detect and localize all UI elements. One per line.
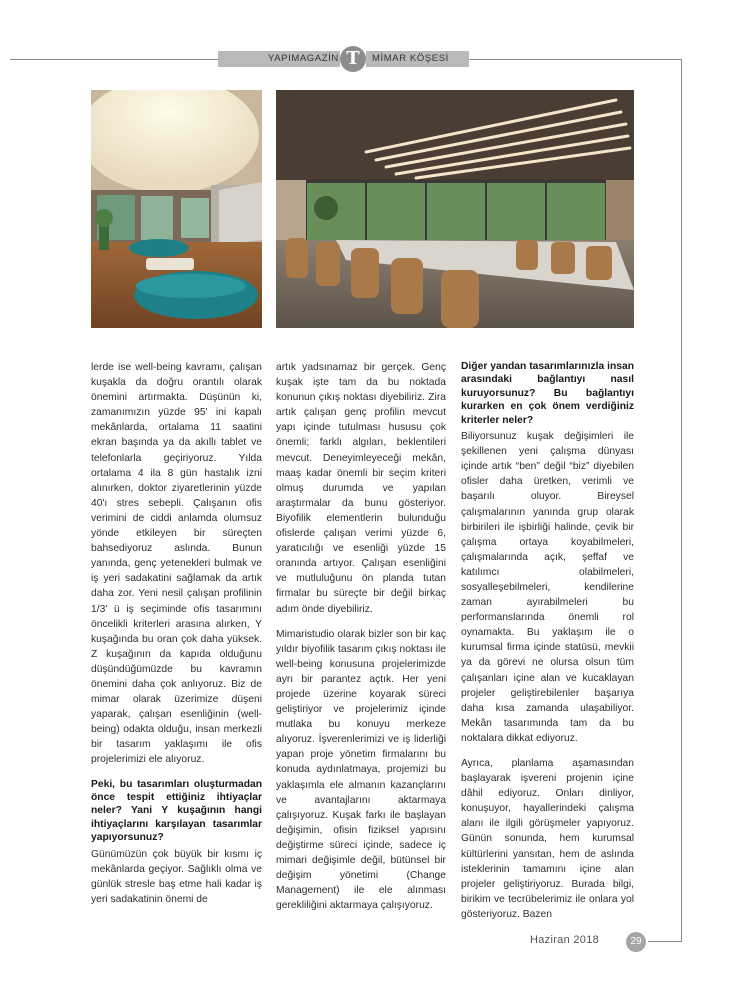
section-title: MİMAR KÖŞESİ [372, 53, 449, 64]
interview-question: Peki, bu tasarımları oluşturmadan önce tespit ettiğiniz ihtiyaçlar neler? Yani Y kuşağının hangi ihtiyaçlarını karşılayan tasarımlar yapıyorsunuz? [91, 778, 262, 844]
magazine-logo: T [340, 46, 366, 72]
paragraph: lerde ise well-being kavramı, çalışan kuşakla da doğru orantılı olarak önemini artırmakta. Düşünün ki, zamanımızın yüzde 95' ini kapalı mekânlarda, ortalama 11 saatini ekran başında ya da akıllı tablet ve telefonlarla geçiriyoruz. Yılda ortalama 4 ila 8 gün hastalık izni alınırken, doktor ziyaretlerinin yüzde 40'ı stres sebepli. Çalışanın ofis verimini de ciddi anlamda olumsuz yönde etkileyen bir süreçten bahsediyoruz aslında. Bunun yanında, genç yetenekleri bulmak ve iş yeri sadakatini sağlamak da artık daha zor. Yeni nesil çalışan profilinin 1/3' ü iş seçiminde ofis tasarımını öncelikli kriterleri arasına alırken, Y kuşağında bu oran çok daha yüksek. Z kuşağının da kapıda olduğunu düşündüğümüzde bu kavramın önemini daha çok anlıyoruz. Biz de mimar olarak üzerimize düşeni yaparak, çalışan esenliğinin (well-being) odakta olduğu, insan merkezli bir tasarım yaklaşımı ile ofis projelerimizi ele alıyoruz. [91, 362, 262, 766]
text-column-2 [276, 360, 446, 923]
right-frame-rule [681, 59, 682, 942]
text-column-3 [461, 360, 634, 932]
text-column-1 [91, 360, 262, 917]
lounge-interior-photo [91, 90, 262, 328]
footer-rule [648, 941, 682, 942]
magazine-name: YAPIMAGAZİN [268, 53, 339, 64]
paragraph: artık yadsınamaz bir gerçek. Genç kuşak işte tam da bu noktada konunun çıkış noktası diyebiliriz. Zira artık çalışan genç profilin mevcut yapı içinde tutulması hususu çok önemli; farklı algıları, beklentileri mevcut. Deneyimleyeceği mekân, maaş kadar önemli bir seçim kriteri olmuş durumda ve yapılan araştırmalar da bunu gösteriyor. Biyofilik elementlerin bulunduğu ofislerde çalışan verimi yüzde 6, yaratıcılığı ve esenliği yüzde 15 oranında artıyor. Çalışan esenliğini ve mutluluğunu ön planda tutan firmalar bu süreçte bir değil birkaç adım önde diyebiliriz. [276, 362, 446, 615]
paragraph: Günümüzün çok büyük bir kısmı iç mekânlarda geçiyor. Sağlıklı olma ve günlük stresle baş etme hali kadar iş yeri sadakatinin önemi de [91, 848, 262, 905]
header-rule-right [469, 59, 682, 60]
meeting-room-photo [276, 90, 634, 328]
header-rule-left [10, 59, 218, 60]
paragraph: Mimaristudio olarak bizler son bir kaç yıldır biyofilik tasarım çıkış noktası ile well-being konusuna projelerimizde ayrı bir parantez açtık. Her yeni projede üzerine koyarak süreci geliştiriyor ve projelerimiz içinde mutlaka bu konuyu merkeze alıyoruz. İşverenlerimizi ve iş liderliği yapan proje yönetim firmalarını bu konuda aydınlatmaya, projemizi bu yaklaşımla ele almanın kazançlarını ve avantajlarını aktarmaya çalışıyoruz. Kuşak farkı ile başlayan değişimin, ofisin fiziksel yapısını değiştirme süreci içinde, sadece iç mimari değişimle değil, bütünsel bir değişim yönetimi (Change Management) ile ele alınması gerekliliğini aktarmaya çalışıyoruz. [276, 628, 446, 912]
paragraph: Ayrıca, planlama aşamasından başlayarak işvereni projenin içine dâhil ediyoruz. Onları dinliyor, konuşuyor, hayallerindeki çalışma alanı ile ilgili görüşmeler yapıyoruz. Günün sonunda, hem kurumsal kültürlerini yansıtan, hem de aslında isteklerinin tamamını içine alan projeler geliştiriyoruz. Burada bilgi, birikim ve tecrübelerimiz ile onlara yol gösteriyoruz. Bazen [461, 758, 634, 920]
page-number: 29 [626, 932, 646, 952]
interview-question: Diğer yandan tasarımlarınızla insan arasındaki bağlantıyı nasıl kuruyorsunuz? Bu bağlantıyı kurarken en çok önem verdiğiniz kriterler neler? [461, 361, 634, 426]
paragraph: Biliyorsunuz kuşak değişimleri ile şekillenen yeni çalışma dünyası içinde artık “ben” değil “biz” diyebilen ofisler daha üretken, verimli ve başarılı oluyor. Bireysel çalışmalarının yanında grup olarak birbirileri ile işbirliği halinde, çevik bir çalışma ortaya koyabilmeleri, çalışmalarında açık, şeffaf ve katılımcı olabilmeleri, sosyalleşebilmeleri, kendilerine zaman ayırabilmeleri bu performanslarında önemli rol oynamakta. Bu yaklaşım ile o kurumsal firma içinde statüsü, mevkii ya da görevi ne olursa olsun tüm çalışanları içine alan ve kucaklayan projeler geliştirebilenler başarıya daha kısa zamanda ulaşabiliyor. Mekân tasarımında tam da bu noktalara dikkat ediyoruz. [461, 431, 634, 744]
issue-date: Haziran 2018 [530, 934, 600, 946]
